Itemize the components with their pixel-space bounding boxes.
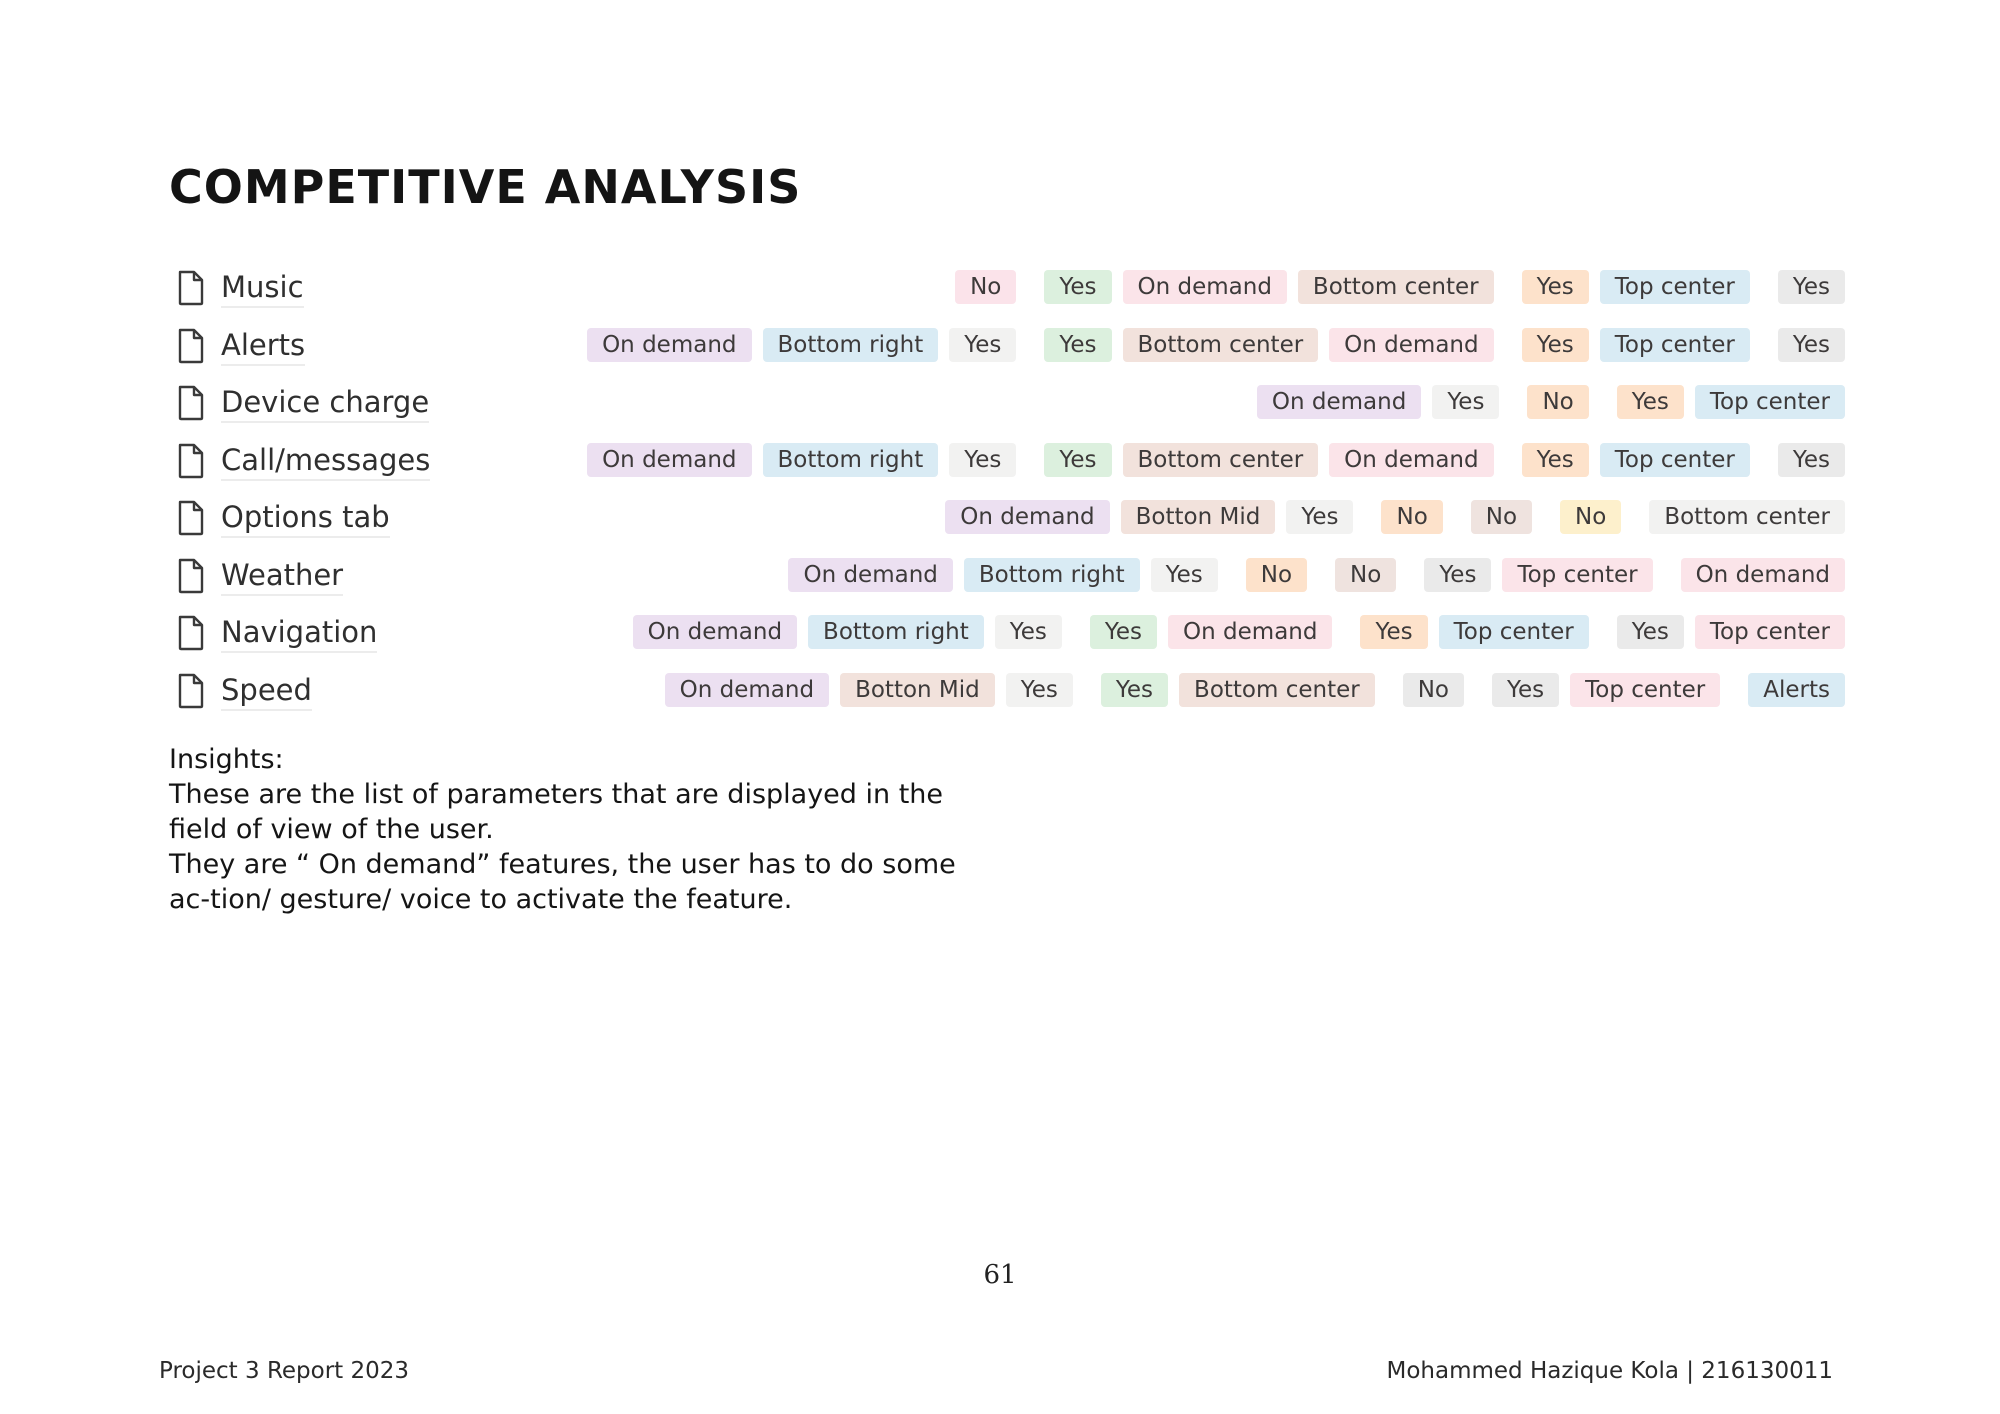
property-tag: Top center xyxy=(1600,270,1750,304)
property-tag: Yes xyxy=(1151,558,1218,592)
property-tag: No xyxy=(1560,500,1621,534)
tag-list xyxy=(669,673,1845,707)
property-tag: On demand xyxy=(1257,385,1421,419)
property-tag: No xyxy=(1246,558,1307,592)
page-icon xyxy=(169,558,221,594)
tag-list xyxy=(602,328,1845,362)
table-row[interactable] xyxy=(169,554,1845,612)
property-tag: Bottom center xyxy=(1179,673,1375,707)
row-label[interactable] xyxy=(169,496,390,540)
page-icon xyxy=(169,270,221,306)
property-tag: On demand xyxy=(1681,558,1845,592)
row-label[interactable] xyxy=(169,669,312,713)
property-tag: Yes xyxy=(1286,500,1353,534)
footer-author: Mohammed Hazique Kola | 216130011 xyxy=(1386,1358,1833,1384)
property-tag: Yes xyxy=(1090,615,1157,649)
property-tag: On demand xyxy=(633,615,797,649)
property-tag: Yes xyxy=(1044,443,1111,477)
property-tag: Yes xyxy=(1617,385,1684,419)
tag-list xyxy=(777,558,1845,592)
insights-line: They are “ On demand” features, the user has to do some ac-tion/ gesture/ voice to activate the feature. xyxy=(169,849,956,915)
property-tag: Yes xyxy=(1522,270,1589,304)
page-icon xyxy=(169,385,221,421)
tag-list xyxy=(647,615,1845,649)
tag-list xyxy=(1246,385,1845,419)
property-tag: Yes xyxy=(995,615,1062,649)
page-icon xyxy=(169,500,221,536)
property-tag: Bottom right xyxy=(763,443,939,477)
property-tag: Yes xyxy=(949,328,1016,362)
property-tag: On demand xyxy=(788,558,952,592)
property-tag: Yes xyxy=(1044,328,1111,362)
page-icon xyxy=(169,328,221,364)
property-tag: No xyxy=(1403,673,1464,707)
property-tag: Yes xyxy=(1778,270,1845,304)
property-tag: Top center xyxy=(1439,615,1589,649)
row-name[interactable]: Options tab xyxy=(221,498,390,538)
table-row[interactable] xyxy=(169,669,1845,727)
property-tag: On demand xyxy=(665,673,829,707)
property-tag: Yes xyxy=(1006,673,1073,707)
property-tag: Yes xyxy=(1432,385,1499,419)
property-tag: Botton Mid xyxy=(1121,500,1276,534)
tag-list xyxy=(934,500,1845,534)
row-name[interactable]: Alerts xyxy=(221,326,305,366)
property-tag: Yes xyxy=(1101,673,1168,707)
property-tag: Bottom right xyxy=(763,328,939,362)
row-name[interactable]: Music xyxy=(221,268,304,308)
property-tag: On demand xyxy=(1329,328,1493,362)
property-tag: On demand xyxy=(1329,443,1493,477)
property-tag: Yes xyxy=(949,443,1016,477)
table-row[interactable] xyxy=(169,381,1845,439)
property-tag: Yes xyxy=(1492,673,1559,707)
property-tag: Bottom right xyxy=(964,558,1140,592)
property-tag: On demand xyxy=(945,500,1109,534)
property-tag: Top center xyxy=(1600,328,1750,362)
row-name[interactable]: Navigation xyxy=(221,613,377,653)
page-number: 61 xyxy=(983,1260,1017,1290)
property-tag: Botton Mid xyxy=(840,673,995,707)
page-icon xyxy=(169,615,221,651)
row-label[interactable] xyxy=(169,439,430,483)
property-tag: Top center xyxy=(1600,443,1750,477)
row-name[interactable]: Call/messages xyxy=(221,441,430,481)
footer-project: Project 3 Report 2023 xyxy=(159,1358,410,1384)
row-label[interactable] xyxy=(169,324,305,368)
property-tag: Yes xyxy=(1424,558,1491,592)
property-tag: Yes xyxy=(1522,328,1589,362)
table-row[interactable] xyxy=(169,439,1845,497)
property-tag: Yes xyxy=(1778,443,1845,477)
property-tag: Bottom right xyxy=(808,615,984,649)
property-tag: No xyxy=(1471,500,1532,534)
page-icon xyxy=(169,673,221,709)
property-tag: Yes xyxy=(1360,615,1427,649)
property-tag: No xyxy=(1335,558,1396,592)
property-tag: Top center xyxy=(1570,673,1720,707)
property-tag: Top center xyxy=(1695,385,1845,419)
property-tag: Yes xyxy=(1044,270,1111,304)
table-row[interactable] xyxy=(169,496,1845,554)
row-name[interactable]: Speed xyxy=(221,671,312,711)
property-tag: Bottom center xyxy=(1123,328,1319,362)
property-tag: Bottom center xyxy=(1123,443,1319,477)
insights-heading: Insights: xyxy=(169,744,284,775)
property-tag: Bottom center xyxy=(1649,500,1845,534)
property-tag: No xyxy=(955,270,1016,304)
property-tag: Top center xyxy=(1695,615,1845,649)
property-tag: No xyxy=(1381,500,1442,534)
property-tag: No xyxy=(1527,385,1588,419)
row-label[interactable] xyxy=(169,554,343,598)
table-row[interactable] xyxy=(169,611,1845,669)
property-tag: Yes xyxy=(1778,328,1845,362)
table-row[interactable] xyxy=(169,324,1845,382)
analysis-table xyxy=(169,266,1845,726)
property-tag: On demand xyxy=(587,328,751,362)
tag-list xyxy=(602,443,1845,477)
tag-list xyxy=(944,270,1845,304)
row-name[interactable]: Weather xyxy=(221,556,343,596)
row-name[interactable]: Device charge xyxy=(221,383,429,423)
property-tag: Yes xyxy=(1617,615,1684,649)
page-title: COMPETITIVE ANALYSIS xyxy=(169,160,802,214)
row-label[interactable] xyxy=(169,266,304,310)
property-tag: On demand xyxy=(1168,615,1332,649)
insights-line: These are the list of parameters that are displayed in the field of view of the user. xyxy=(169,779,944,845)
insights-block xyxy=(169,742,999,917)
row-label[interactable] xyxy=(169,381,429,425)
property-tag: Top center xyxy=(1502,558,1652,592)
property-tag: On demand xyxy=(1123,270,1287,304)
table-row[interactable] xyxy=(169,266,1845,324)
property-tag: Alerts xyxy=(1748,673,1845,707)
page-icon xyxy=(169,443,221,479)
property-tag: Yes xyxy=(1522,443,1589,477)
property-tag: On demand xyxy=(587,443,751,477)
row-label[interactable] xyxy=(169,611,377,655)
property-tag: Bottom center xyxy=(1298,270,1494,304)
